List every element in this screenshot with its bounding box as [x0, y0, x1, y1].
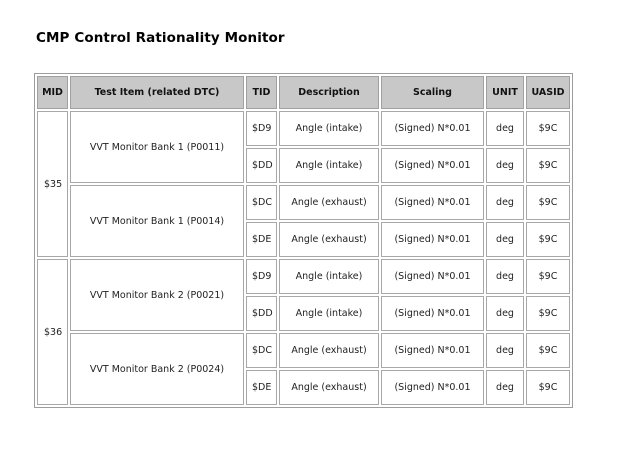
unit-cell: deg	[486, 222, 524, 257]
scaling-cell: (Signed) N*0.01	[381, 296, 484, 331]
tid-cell: $D9	[246, 259, 277, 294]
uasid-cell: $9C	[526, 296, 570, 331]
table-row	[37, 111, 570, 146]
description-cell: Angle (exhaust)	[279, 222, 379, 257]
description-cell: Angle (intake)	[279, 259, 379, 294]
monitor-table	[34, 73, 573, 408]
scaling-cell: (Signed) N*0.01	[381, 148, 484, 183]
test-item-cell: VVT Monitor Bank 2 (P0021)	[70, 259, 244, 331]
tid-cell: $DE	[246, 222, 277, 257]
description-cell: Angle (intake)	[279, 296, 379, 331]
header-tid: TID	[246, 76, 277, 109]
uasid-cell: $9C	[526, 259, 570, 294]
unit-cell: deg	[486, 259, 524, 294]
table-row	[37, 185, 570, 220]
header-uasid: UASID	[526, 76, 570, 109]
uasid-cell: $9C	[526, 185, 570, 220]
unit-cell: deg	[486, 296, 524, 331]
scaling-cell: (Signed) N*0.01	[381, 259, 484, 294]
unit-cell: deg	[486, 370, 524, 405]
unit-cell: deg	[486, 111, 524, 146]
description-cell: Angle (intake)	[279, 111, 379, 146]
tid-cell: $DE	[246, 370, 277, 405]
table-header-row	[37, 76, 570, 109]
description-cell: Angle (intake)	[279, 148, 379, 183]
scaling-cell: (Signed) N*0.01	[381, 333, 484, 368]
scaling-cell: (Signed) N*0.01	[381, 222, 484, 257]
header-unit: UNIT	[486, 76, 524, 109]
table-row	[37, 259, 570, 294]
mid-cell: $35	[37, 111, 68, 257]
unit-cell: deg	[486, 148, 524, 183]
description-cell: Angle (exhaust)	[279, 333, 379, 368]
mid-cell: $36	[37, 259, 68, 405]
unit-cell: deg	[486, 185, 524, 220]
uasid-cell: $9C	[526, 111, 570, 146]
header-test-item: Test Item (related DTC)	[70, 76, 244, 109]
test-item-cell: VVT Monitor Bank 1 (P0011)	[70, 111, 244, 183]
uasid-cell: $9C	[526, 333, 570, 368]
description-cell: Angle (exhaust)	[279, 185, 379, 220]
test-item-cell: VVT Monitor Bank 1 (P0014)	[70, 185, 244, 257]
scaling-cell: (Signed) N*0.01	[381, 185, 484, 220]
table-row	[37, 333, 570, 368]
page-title: CMP Control Rationality Monitor	[36, 30, 285, 46]
header-scaling: Scaling	[381, 76, 484, 109]
tid-cell: $DD	[246, 148, 277, 183]
unit-cell: deg	[486, 333, 524, 368]
tid-cell: $DD	[246, 296, 277, 331]
header-mid: MID	[37, 76, 68, 109]
header-description: Description	[279, 76, 379, 109]
uasid-cell: $9C	[526, 370, 570, 405]
tid-cell: $D9	[246, 111, 277, 146]
scaling-cell: (Signed) N*0.01	[381, 111, 484, 146]
test-item-cell: VVT Monitor Bank 2 (P0024)	[70, 333, 244, 405]
uasid-cell: $9C	[526, 148, 570, 183]
description-cell: Angle (exhaust)	[279, 370, 379, 405]
scaling-cell: (Signed) N*0.01	[381, 370, 484, 405]
uasid-cell: $9C	[526, 222, 570, 257]
tid-cell: $DC	[246, 333, 277, 368]
tid-cell: $DC	[246, 185, 277, 220]
